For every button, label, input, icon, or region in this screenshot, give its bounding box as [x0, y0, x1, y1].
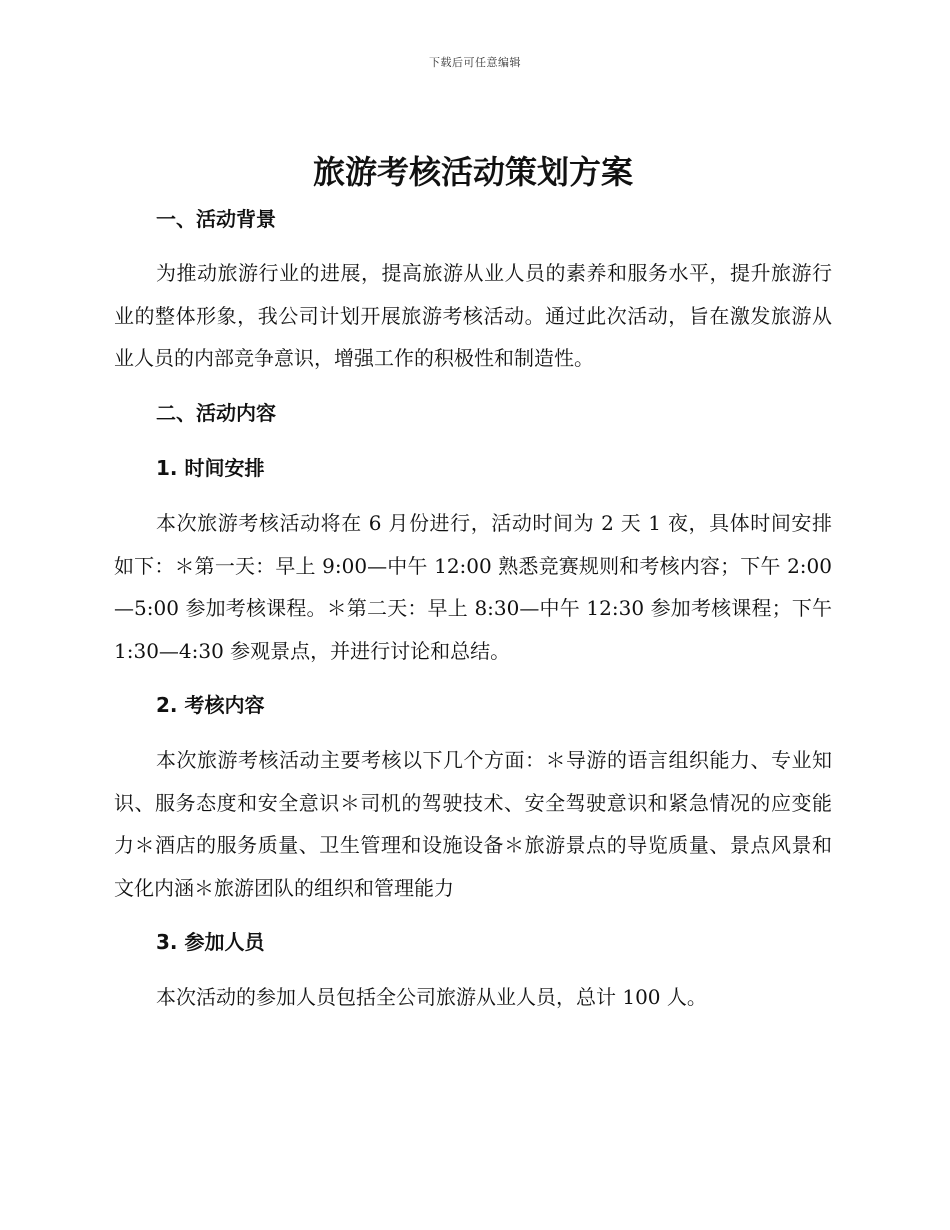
- paragraph-assessment: 本次旅游考核活动主要考核以下几个方面：＊导游的语言组织能力、专业知识、服务态度和安全意识＊司机的驾驶技术、安全驾驶意识和紧急情况的应变能力＊酒店的服务质量、卫生管理和设施设备＊旅游景点的导览质量、景点风景和文化内涵＊旅游团队的组织和管理能力: [114, 748, 832, 900]
- section-heading-content: 二、活动内容: [156, 401, 276, 425]
- subheading-schedule: 1. 时间安排: [156, 456, 265, 480]
- paragraph-participants: 本次活动的参加人员包括全公司旅游从业人员，总计 100 人。: [156, 985, 707, 1009]
- document-title: 旅游考核活动策划方案: [312, 153, 633, 191]
- subheading-participants: 3. 参加人员: [156, 930, 265, 954]
- section-heading-background: 一、活动背景: [156, 207, 276, 231]
- paragraph-background: 为推动旅游行业的进展，提高旅游从业人员的素养和服务水平，提升旅游行业的整体形象，我公司计划开展旅游考核活动。通过此次活动，旨在激发旅游从业人员的内部竞争意识，增强工作的积极性和制造性。: [114, 261, 832, 370]
- paragraph-schedule: 本次旅游考核活动将在 6 月份进行，活动时间为 2 天 1 夜，具体时间安排如下：＊第一天：早上 9:00—中午 12:00 熟悉竞赛规则和考核内容；下午 2:00—5:00 参加考核课程。＊第二天：早上 8:30—中午 12:30 参加考核课程；下午 1:30—4:30 参观景点，并进行讨论和总结。: [114, 511, 832, 663]
- subheading-assessment: 2. 考核内容: [156, 693, 265, 717]
- page-header-note: 下载后可任意编辑: [429, 56, 521, 69]
